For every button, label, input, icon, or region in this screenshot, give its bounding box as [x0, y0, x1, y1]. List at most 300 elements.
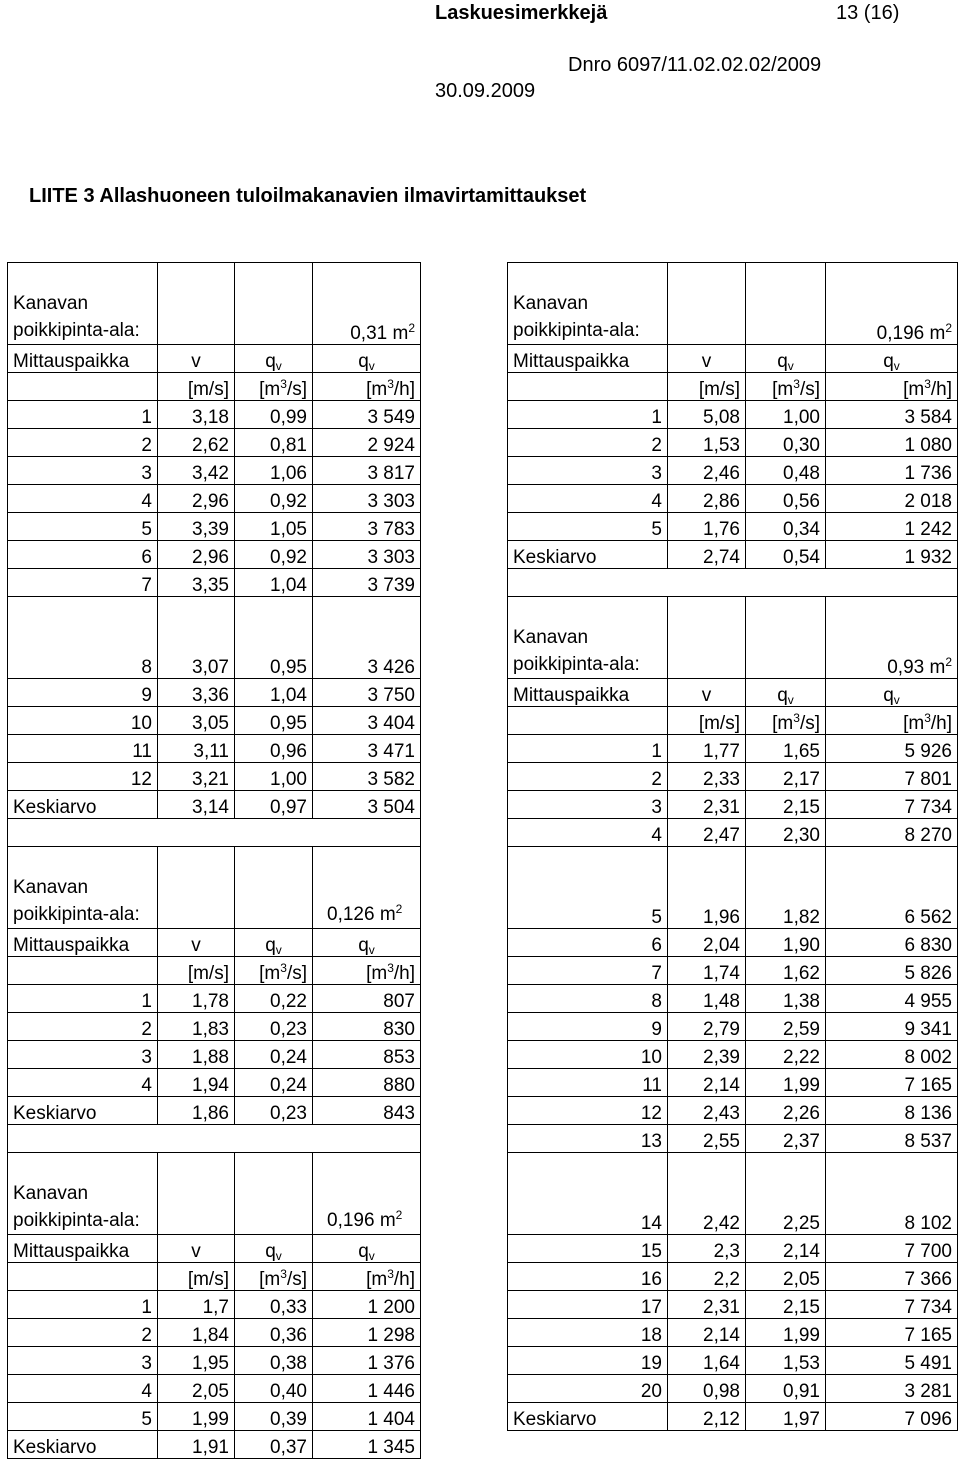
flow-m3h-value: 5 826	[826, 957, 958, 985]
page-number: 13 (16)	[836, 2, 900, 24]
column-header-q-m3h	[313, 1235, 421, 1263]
table-row	[508, 791, 958, 819]
velocity-value: 2,46	[668, 457, 746, 485]
q-symbol: q	[777, 351, 788, 372]
q-subscript: v	[368, 1249, 375, 1263]
flow-m3h-value: 7 165	[826, 1319, 958, 1347]
unit-exponent: 3	[793, 377, 800, 391]
unit-open: [m	[259, 963, 281, 984]
table-row	[8, 679, 421, 707]
table-row	[8, 1153, 421, 1235]
flow-m3s-value: 0,48	[746, 457, 826, 485]
measurement-point: 3	[8, 1347, 158, 1375]
table-row	[8, 819, 421, 847]
flow-m3h-value: 3 471	[313, 735, 421, 763]
table-row	[508, 1125, 958, 1153]
average-flow-m3s: 0,37	[235, 1431, 313, 1459]
velocity-value: 1,78	[158, 985, 235, 1013]
column-header-q-m3s	[235, 345, 313, 373]
velocity-value: 2,31	[668, 791, 746, 819]
q-symbol: q	[358, 351, 369, 372]
flow-m3s-value: 0,95	[235, 707, 313, 735]
velocity-value: 2,86	[668, 485, 746, 513]
area-value	[826, 597, 958, 679]
measurement-point: 4	[8, 1069, 158, 1097]
unit-close: /h]	[393, 963, 415, 984]
q-subscript: v	[893, 693, 900, 707]
unit-m3h	[313, 373, 421, 401]
unit-open: [m	[903, 713, 925, 734]
velocity-value: 2,3	[668, 1235, 746, 1263]
velocity-value: 1,77	[668, 735, 746, 763]
unit-exponent: 3	[793, 711, 800, 725]
table-row	[508, 597, 958, 679]
table-row	[508, 263, 958, 345]
flow-m3s-value: 0,56	[746, 485, 826, 513]
flow-m3h-value: 1 446	[313, 1375, 421, 1403]
table-row	[508, 373, 958, 401]
average-flow-m3s: 0,23	[235, 1097, 313, 1125]
right-measurement-table	[507, 262, 958, 1431]
table-row	[508, 1347, 958, 1375]
area-label: Kanavan poikkipinta-ala:	[8, 263, 158, 345]
velocity-value: 2,62	[158, 429, 235, 457]
table-row	[8, 569, 421, 597]
flow-m3s-value: 0,38	[235, 1347, 313, 1375]
flow-m3h-value: 2 924	[313, 429, 421, 457]
q-subscript: v	[368, 943, 375, 957]
unit-exponent: 3	[387, 1267, 394, 1281]
empty-cell	[668, 597, 746, 679]
velocity-value: 2,33	[668, 763, 746, 791]
column-header-q-m3h	[313, 345, 421, 373]
measurement-point: 4	[8, 1375, 158, 1403]
area-label: Kanavan poikkipinta-ala:	[8, 847, 158, 929]
velocity-value: 2,42	[668, 1153, 746, 1235]
measurement-point: 2	[8, 1319, 158, 1347]
area-exponent: 2	[408, 321, 415, 335]
velocity-value: 1,74	[668, 957, 746, 985]
table-row	[508, 1403, 958, 1431]
unit-open: [m	[366, 379, 388, 400]
velocity-value: 1,88	[158, 1041, 235, 1069]
table-row	[508, 1069, 958, 1097]
measurement-point: 1	[8, 401, 158, 429]
flow-m3h-value: 5 491	[826, 1347, 958, 1375]
table-row	[508, 1263, 958, 1291]
table-row	[508, 345, 958, 373]
unit-close: /s]	[799, 713, 820, 734]
column-header-q-m3s	[746, 345, 826, 373]
velocity-value: 2,55	[668, 1125, 746, 1153]
unit-exponent: 3	[387, 377, 394, 391]
average-flow-m3h: 7 096	[826, 1403, 958, 1431]
flow-m3h-value: 9 341	[826, 1013, 958, 1041]
empty-cell	[8, 1263, 158, 1291]
unit-v: [m/s]	[158, 1263, 235, 1291]
column-header-q-m3s	[746, 679, 826, 707]
velocity-value: 2,96	[158, 541, 235, 569]
velocity-value: 3,05	[158, 707, 235, 735]
velocity-value: 2,2	[668, 1263, 746, 1291]
unit-exponent: 3	[280, 377, 287, 391]
q-subscript: v	[893, 359, 900, 373]
empty-cell	[235, 1153, 313, 1235]
table-row	[8, 1431, 421, 1459]
flow-m3h-value: 1 736	[826, 457, 958, 485]
empty-cell	[8, 957, 158, 985]
flow-m3s-value: 2,37	[746, 1125, 826, 1153]
flow-m3h-value: 7 366	[826, 1263, 958, 1291]
velocity-value: 3,35	[158, 569, 235, 597]
flow-m3h-value: 880	[313, 1069, 421, 1097]
flow-m3h-value: 853	[313, 1041, 421, 1069]
unit-m3s	[746, 373, 826, 401]
flow-m3s-value: 1,65	[746, 735, 826, 763]
unit-close: /h]	[393, 379, 415, 400]
flow-m3h-value: 3 303	[313, 541, 421, 569]
table-row	[508, 457, 958, 485]
average-flow-m3s: 1,97	[746, 1403, 826, 1431]
velocity-value: 2,43	[668, 1097, 746, 1125]
area-number: 0,31 m	[350, 323, 409, 344]
q-symbol: q	[265, 351, 276, 372]
table-row	[508, 485, 958, 513]
velocity-value: 1,48	[668, 985, 746, 1013]
flow-m3h-value: 5 926	[826, 735, 958, 763]
table-row	[508, 569, 958, 597]
table-row	[508, 763, 958, 791]
table-row	[8, 1125, 421, 1153]
flow-m3s-value: 1,82	[746, 847, 826, 929]
flow-m3s-value: 0,91	[746, 1375, 826, 1403]
table-row	[8, 1347, 421, 1375]
velocity-value: 2,14	[668, 1069, 746, 1097]
flow-m3s-value: 1,05	[235, 513, 313, 541]
table-row	[508, 1235, 958, 1263]
q-subscript: v	[368, 359, 375, 373]
unit-v: [m/s]	[668, 707, 746, 735]
table-row	[508, 1291, 958, 1319]
unit-exponent: 3	[387, 961, 394, 975]
table-row	[8, 541, 421, 569]
measurement-point: 3	[508, 457, 668, 485]
velocity-value: 1,83	[158, 1013, 235, 1041]
table-row	[8, 263, 421, 345]
velocity-value: 0,98	[668, 1375, 746, 1403]
velocity-value: 1,84	[158, 1319, 235, 1347]
velocity-value: 3,42	[158, 457, 235, 485]
flow-m3h-value: 3 584	[826, 401, 958, 429]
measurement-point: 11	[508, 1069, 668, 1097]
table-row	[8, 763, 421, 791]
unit-v: [m/s]	[158, 957, 235, 985]
flow-m3s-value: 1,00	[746, 401, 826, 429]
average-label: Keskiarvo	[8, 791, 158, 819]
table-row	[508, 1041, 958, 1069]
measurement-point: 4	[508, 819, 668, 847]
unit-m3h	[313, 1263, 421, 1291]
dnro: Dnro 6097/11.02.02.02/2009	[568, 54, 822, 76]
measurement-point: 4	[8, 485, 158, 513]
area-exponent: 2	[945, 321, 952, 335]
average-flow-m3h: 1 345	[313, 1431, 421, 1459]
area-label: Kanavan poikkipinta-ala:	[8, 1153, 158, 1235]
table-row	[8, 485, 421, 513]
flow-m3s-value: 1,00	[235, 763, 313, 791]
table-row	[508, 513, 958, 541]
table-row	[508, 1375, 958, 1403]
measurement-point: 6	[8, 541, 158, 569]
table-row	[8, 513, 421, 541]
flow-m3s-value: 0,95	[235, 597, 313, 679]
flow-m3h-value: 4 955	[826, 985, 958, 1013]
average-velocity: 1,91	[158, 1431, 235, 1459]
table-row	[508, 1097, 958, 1125]
measurement-point: 13	[508, 1125, 668, 1153]
table-row	[8, 735, 421, 763]
table-row	[8, 1375, 421, 1403]
flow-m3s-value: 1,38	[746, 985, 826, 1013]
table-row	[508, 1153, 958, 1235]
spacer-row	[8, 819, 421, 847]
table-row	[8, 1097, 421, 1125]
q-subscript: v	[275, 359, 282, 373]
q-symbol: q	[777, 685, 788, 706]
unit-m3s	[235, 373, 313, 401]
column-header-spot: Mittauspaikka	[8, 345, 158, 373]
measurement-point: 15	[508, 1235, 668, 1263]
average-flow-m3h: 843	[313, 1097, 421, 1125]
velocity-value: 2,14	[668, 1319, 746, 1347]
table-row	[8, 1291, 421, 1319]
table-row	[508, 819, 958, 847]
area-value	[313, 263, 421, 345]
flow-m3h-value: 830	[313, 1013, 421, 1041]
average-flow-m3s: 0,54	[746, 541, 826, 569]
measurement-point: 10	[508, 1041, 668, 1069]
flow-m3s-value: 2,05	[746, 1263, 826, 1291]
table-row	[8, 929, 421, 957]
doc-date: 30.09.2009	[435, 80, 536, 102]
q-symbol: q	[883, 351, 894, 372]
table-row	[8, 847, 421, 929]
measurement-point: 7	[8, 569, 158, 597]
flow-m3s-value: 0,23	[235, 1013, 313, 1041]
table-row	[508, 707, 958, 735]
table-row	[8, 457, 421, 485]
flow-m3h-value: 1 404	[313, 1403, 421, 1431]
flow-m3h-value: 6 830	[826, 929, 958, 957]
appendix-heading: LIITE 3 Allashuoneen tuloilmakanavien ilmavirtamittaukset	[29, 185, 587, 207]
q-symbol: q	[265, 1241, 276, 1262]
velocity-value: 2,47	[668, 819, 746, 847]
table-row	[508, 847, 958, 929]
measurement-point: 3	[8, 457, 158, 485]
flow-m3h-value: 1 200	[313, 1291, 421, 1319]
average-velocity: 2,12	[668, 1403, 746, 1431]
table-row	[8, 1263, 421, 1291]
flow-m3h-value: 3 750	[313, 679, 421, 707]
flow-m3h-value: 3 783	[313, 513, 421, 541]
unit-close: /h]	[930, 713, 952, 734]
area-exponent: 2	[945, 655, 952, 669]
measurement-point: 18	[508, 1319, 668, 1347]
area-exponent: 2	[395, 1208, 403, 1222]
measurement-point: 8	[8, 597, 158, 679]
q-subscript: v	[787, 359, 794, 373]
measurement-point: 5	[8, 513, 158, 541]
velocity-value: 5,08	[668, 401, 746, 429]
average-label: Keskiarvo	[508, 541, 668, 569]
measurement-point: 5	[508, 513, 668, 541]
average-velocity: 2,74	[668, 541, 746, 569]
spacer-row	[8, 1125, 421, 1153]
flow-m3s-value: 1,99	[746, 1069, 826, 1097]
unit-open: [m	[366, 1269, 388, 1290]
flow-m3h-value: 8 136	[826, 1097, 958, 1125]
flow-m3s-value: 2,22	[746, 1041, 826, 1069]
column-header-spot: Mittauspaikka	[8, 929, 158, 957]
flow-m3h-value: 8 002	[826, 1041, 958, 1069]
average-velocity: 3,14	[158, 791, 235, 819]
flow-m3s-value: 2,26	[746, 1097, 826, 1125]
flow-m3s-value: 1,53	[746, 1347, 826, 1375]
column-header-v: v	[158, 929, 235, 957]
flow-m3s-value: 2,14	[746, 1235, 826, 1263]
empty-cell	[235, 263, 313, 345]
average-label: Keskiarvo	[8, 1431, 158, 1459]
flow-m3h-value: 3 817	[313, 457, 421, 485]
flow-m3h-value: 8 270	[826, 819, 958, 847]
measurement-point: 9	[508, 1013, 668, 1041]
flow-m3s-value: 0,36	[235, 1319, 313, 1347]
velocity-value: 3,21	[158, 763, 235, 791]
velocity-value: 1,64	[668, 1347, 746, 1375]
empty-cell	[8, 373, 158, 401]
measurement-point: 4	[508, 485, 668, 513]
velocity-value: 2,31	[668, 1291, 746, 1319]
area-label: Kanavan poikkipinta-ala:	[508, 263, 668, 345]
table-row	[8, 345, 421, 373]
q-symbol: q	[358, 935, 369, 956]
measurement-point: 8	[508, 985, 668, 1013]
flow-m3h-value: 3 739	[313, 569, 421, 597]
flow-m3s-value: 2,59	[746, 1013, 826, 1041]
column-header-q-m3h	[826, 345, 958, 373]
table-row	[8, 957, 421, 985]
unit-open: [m	[366, 963, 388, 984]
table-row	[8, 707, 421, 735]
measurement-point: 2	[8, 1013, 158, 1041]
column-header-spot: Mittauspaikka	[8, 1235, 158, 1263]
unit-v: [m/s]	[158, 373, 235, 401]
unit-close: /h]	[930, 379, 952, 400]
left-measurement-table	[7, 262, 421, 1459]
table-row	[508, 929, 958, 957]
empty-cell	[158, 1153, 235, 1235]
unit-exponent: 3	[280, 1267, 287, 1281]
table-row	[508, 735, 958, 763]
q-symbol: q	[883, 685, 894, 706]
flow-m3h-value: 2 018	[826, 485, 958, 513]
average-flow-m3h: 3 504	[313, 791, 421, 819]
column-header-v: v	[158, 1235, 235, 1263]
area-number: 0,93 m	[887, 657, 946, 678]
flow-m3s-value: 0,22	[235, 985, 313, 1013]
unit-open: [m	[772, 379, 794, 400]
flow-m3s-value: 2,15	[746, 1291, 826, 1319]
measurement-point: 10	[8, 707, 158, 735]
flow-m3s-value: 0,92	[235, 541, 313, 569]
velocity-value: 1,94	[158, 1069, 235, 1097]
flow-m3s-value: 1,90	[746, 929, 826, 957]
flow-m3h-value: 3 549	[313, 401, 421, 429]
velocity-value: 3,36	[158, 679, 235, 707]
unit-v: [m/s]	[668, 373, 746, 401]
flow-m3h-value: 3 303	[313, 485, 421, 513]
flow-m3s-value: 2,30	[746, 819, 826, 847]
flow-m3h-value: 1 080	[826, 429, 958, 457]
velocity-value: 2,04	[668, 929, 746, 957]
unit-m3s	[235, 1263, 313, 1291]
table-row	[508, 985, 958, 1013]
empty-cell	[746, 263, 826, 345]
flow-m3s-value: 2,15	[746, 791, 826, 819]
table-row	[508, 1013, 958, 1041]
table-row	[508, 957, 958, 985]
q-subscript: v	[275, 1249, 282, 1263]
velocity-value: 3,18	[158, 401, 235, 429]
flow-m3h-value: 8 102	[826, 1153, 958, 1235]
velocity-value: 1,7	[158, 1291, 235, 1319]
average-label: Keskiarvo	[8, 1097, 158, 1125]
flow-m3h-value: 1 298	[313, 1319, 421, 1347]
unit-m3h	[826, 707, 958, 735]
table-row	[8, 597, 421, 679]
table-row	[8, 1013, 421, 1041]
measurement-point: 1	[8, 985, 158, 1013]
unit-exponent: 3	[924, 377, 931, 391]
flow-m3h-value: 7 801	[826, 763, 958, 791]
measurement-point: 11	[8, 735, 158, 763]
table-row	[508, 679, 958, 707]
unit-m3h	[826, 373, 958, 401]
q-subscript: v	[275, 943, 282, 957]
measurement-point: 2	[508, 429, 668, 457]
flow-m3s-value: 0,99	[235, 401, 313, 429]
measurement-point: 1	[508, 735, 668, 763]
flow-m3h-value: 1 376	[313, 1347, 421, 1375]
measurement-point: 12	[508, 1097, 668, 1125]
measurement-point: 6	[508, 929, 668, 957]
flow-m3s-value: 0,34	[746, 513, 826, 541]
flow-m3s-value: 0,30	[746, 429, 826, 457]
unit-m3s	[235, 957, 313, 985]
flow-m3h-value: 7 700	[826, 1235, 958, 1263]
measurement-point: 9	[8, 679, 158, 707]
empty-cell	[158, 263, 235, 345]
area-exponent: 2	[395, 902, 403, 916]
velocity-value: 3,11	[158, 735, 235, 763]
table-row	[508, 429, 958, 457]
measurement-point: 5	[8, 1403, 158, 1431]
unit-exponent: 3	[924, 711, 931, 725]
measurement-point: 17	[508, 1291, 668, 1319]
flow-m3h-value: 6 562	[826, 847, 958, 929]
q-symbol: q	[265, 935, 276, 956]
column-header-v: v	[158, 345, 235, 373]
